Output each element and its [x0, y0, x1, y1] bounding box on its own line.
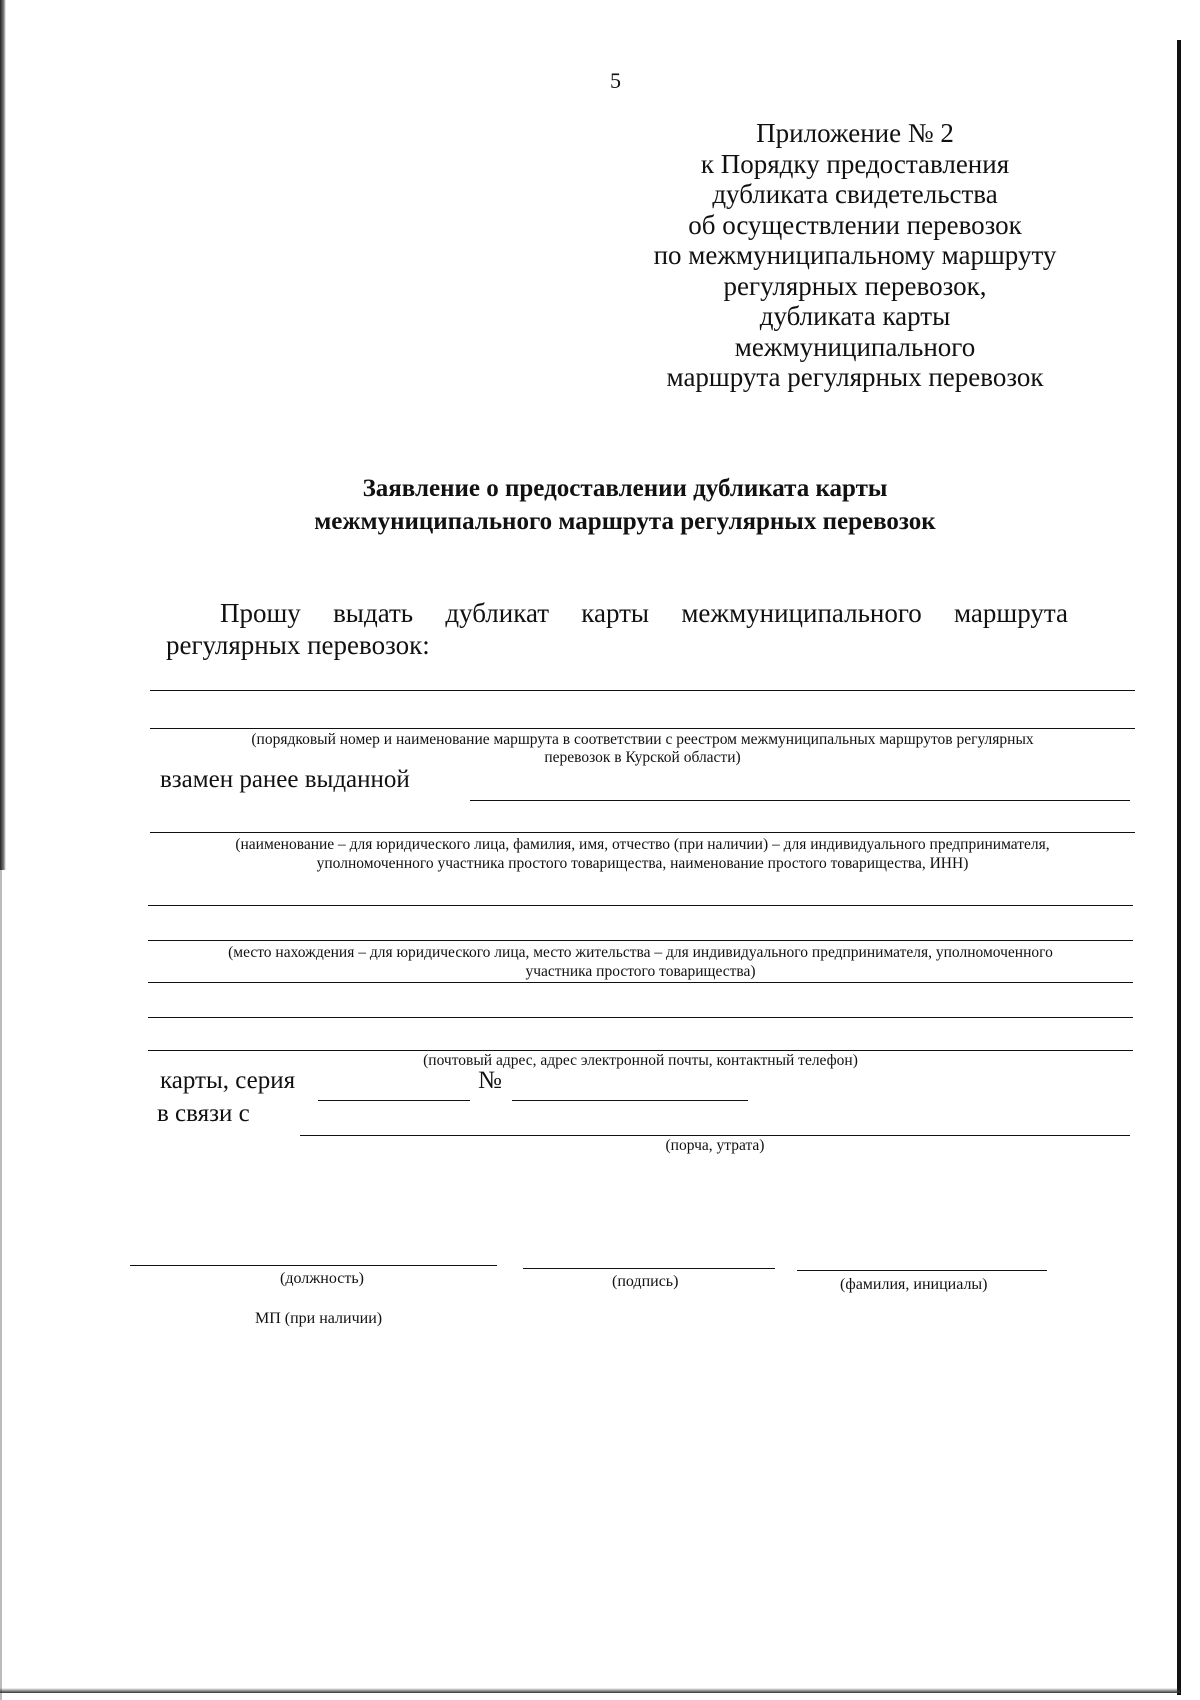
instead-fill-line[interactable] — [470, 800, 1130, 801]
appendix-line: маршрута регулярных перевозок — [666, 362, 1044, 392]
scan-edge-bottom — [0, 1688, 1180, 1693]
card-number-label: № — [478, 1067, 502, 1094]
location-fill-line-1[interactable] — [148, 905, 1133, 906]
signature-hint: (подпись) — [612, 1273, 679, 1290]
route-fill-line-2[interactable] — [150, 728, 1135, 729]
stamp-label: МП (при наличии) — [255, 1310, 383, 1327]
contacts-fill-line-2[interactable] — [148, 1050, 1133, 1051]
card-series-label: карты, серия — [160, 1067, 296, 1094]
request-word: Прошу — [220, 598, 301, 628]
route-fill-line-1[interactable] — [150, 690, 1135, 691]
appendix-line: регулярных перевозок, — [723, 270, 987, 301]
card-series-field[interactable] — [318, 1100, 470, 1101]
page-number: 5 — [610, 68, 621, 93]
route-hint-line-1: (порядковый номер и наименование маршрута в соответствии с реестром межмуниципальных маршрутов регулярных — [251, 731, 1034, 748]
request-word: дубликат — [445, 598, 550, 628]
scan-edge-left — [0, 0, 6, 870]
position-hint: (должность) — [280, 1270, 364, 1287]
scan-edge-left-lower — [0, 870, 2, 1700]
holder-fill-line[interactable] — [150, 832, 1135, 833]
request-line-2: регулярных перевозок: — [166, 630, 430, 660]
route-hint-line-2: перевозок в Курской области) — [544, 749, 741, 766]
request-word: межмуниципального — [681, 598, 922, 628]
scan-edge-right — [1177, 40, 1181, 1695]
location-hint-line-1: (место нахождения – для юридического лица, место жительства – для индивидуального предпринимателя, уполномоченного — [228, 944, 1053, 961]
appendix-line: об осуществлении перевозок — [688, 209, 1022, 240]
request-word: маршрута — [954, 598, 1068, 628]
signature-line[interactable] — [523, 1268, 775, 1269]
appendix-line: дубликата карты — [759, 301, 951, 331]
reason-field[interactable] — [300, 1135, 1130, 1136]
instead-label: взамен ранее выданной — [160, 766, 410, 793]
location-fill-line-3[interactable] — [148, 982, 1133, 983]
position-line[interactable] — [130, 1265, 497, 1266]
document-title — [200, 472, 1050, 538]
request-word: карты — [581, 598, 650, 628]
request-word: выдать — [333, 598, 414, 628]
name-hint: (фамилия, инициалы) — [840, 1276, 988, 1293]
name-line[interactable] — [797, 1270, 1047, 1271]
holder-hint-line-1: (наименование – для юридического лица, фамилия, имя, отчество (при наличии) – для индивидуального предпринимателя, — [235, 836, 1050, 853]
title-line: Заявление о предоставлении дубликата карты — [362, 475, 888, 502]
title-line: межмуниципального маршрута регулярных перевозок — [314, 508, 936, 535]
appendix-line: межмуниципального — [734, 331, 976, 362]
card-number-field[interactable] — [512, 1100, 748, 1101]
appendix-line: дубликата свидетельства — [712, 179, 998, 209]
reason-label: в связи с — [157, 1100, 250, 1127]
appendix-line: по межмуниципальному маршруту — [653, 240, 1057, 270]
appendix-header — [590, 118, 1120, 393]
reason-hint: (порча, утрата) — [665, 1137, 765, 1154]
location-fill-line-2[interactable] — [148, 940, 1133, 941]
holder-hint-line-2: уполномоченного участника простого товарищества, наименование простого товарищества, ИНН) — [316, 855, 969, 872]
contacts-fill-line-1[interactable] — [148, 1017, 1133, 1018]
appendix-line: Приложение № 2 — [756, 118, 954, 148]
appendix-line: к Порядку предоставления — [700, 148, 1010, 179]
request-line-1 — [220, 598, 1068, 629]
contacts-hint: (почтовый адрес, адрес электронной почты, контактный телефон) — [423, 1052, 858, 1069]
location-hint-line-2: участника простого товарищества) — [525, 963, 756, 980]
